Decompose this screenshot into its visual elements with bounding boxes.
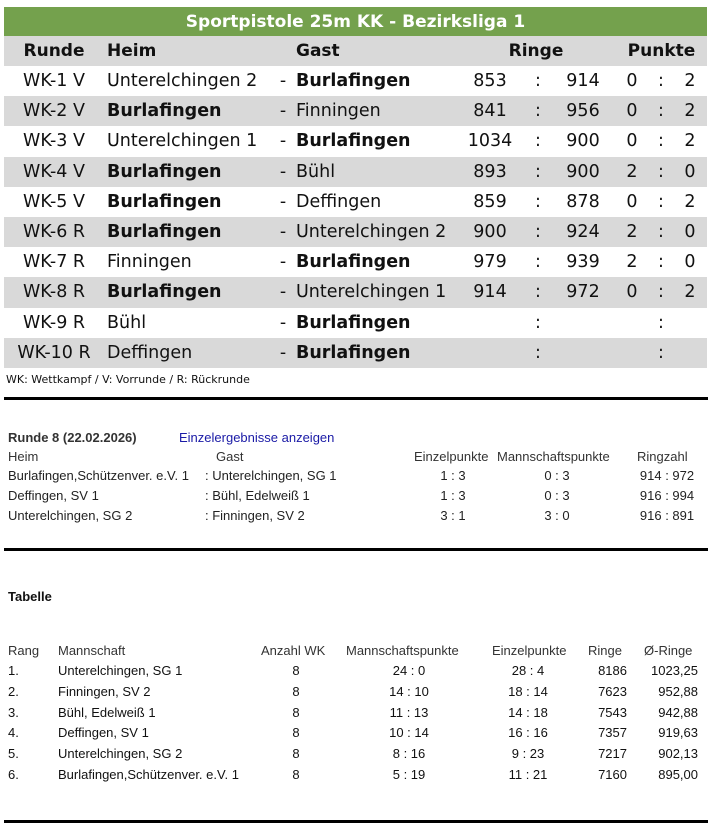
heim-cell: Burlafingen [107, 161, 222, 182]
punkte-heim-cell: 0 [626, 71, 638, 92]
heim-cell: Finningen [107, 252, 192, 273]
punkte-colon: : [658, 131, 664, 152]
dash-separator: - [279, 191, 287, 212]
tab-mannschaftspunkte-cell: 5 : 19 [392, 767, 426, 782]
r8-gast-cell: : Bühl, Edelweiß 1 [205, 488, 310, 503]
runde-cell: WK-1 V [23, 71, 85, 92]
divider [4, 548, 708, 551]
header-runde: Runde [23, 41, 85, 61]
schedule-row [4, 187, 707, 217]
tab-oringe-cell: 902,13 [658, 746, 698, 762]
ringe-heim-cell: 900 [473, 222, 507, 243]
tab-rang-cell: 4. [8, 725, 19, 741]
runde-cell: WK-8 R [22, 282, 86, 303]
ringe-gast-cell: 914 [566, 71, 600, 92]
tab-rang-cell: 5. [8, 746, 19, 762]
ringe-colon: : [535, 252, 541, 273]
ringe-colon: : [535, 342, 541, 363]
tab-rang-cell: 3. [8, 704, 19, 720]
ringe-heim-cell: 914 [473, 282, 507, 303]
divider [4, 397, 708, 400]
r8-header-ringzahl: Ringzahl [637, 449, 688, 464]
gast-cell: Burlafingen [296, 131, 411, 152]
heim-cell: Burlafingen [107, 282, 222, 303]
tab-header-mannschaft: Mannschaft [58, 643, 126, 658]
heim-cell: Deffingen [107, 342, 193, 363]
tab-mannschaft-cell: Unterelchingen, SG 2 [58, 746, 183, 762]
punkte-heim-cell: 2 [626, 161, 638, 182]
dash-separator: - [279, 222, 287, 243]
runde-cell: WK-4 V [23, 161, 85, 182]
ringe-colon: : [535, 191, 541, 212]
ringe-colon: : [535, 131, 541, 152]
gast-cell: Unterelchingen 2 [296, 222, 447, 243]
tab-anzahl-cell: 8 [292, 704, 300, 720]
punkte-gast-cell: 2 [684, 282, 696, 303]
schedule-legend: WK: Wettkampf / V: Vorrunde / R: Rückrunde [6, 373, 250, 386]
tab-oringe-cell: 895,00 [658, 767, 698, 782]
punkte-colon: : [658, 71, 664, 92]
tab-header-ringe: Ringe [588, 643, 622, 658]
ringe-gast-cell: 939 [566, 252, 600, 273]
tab-oringe-cell: 942,88 [658, 704, 698, 720]
tab-mannschaftspunkte-cell: 14 : 10 [389, 683, 429, 699]
punkte-colon: : [658, 342, 664, 363]
ringe-heim-cell: 859 [473, 191, 507, 212]
punkte-colon: : [658, 252, 664, 273]
tab-anzahl-cell: 8 [292, 725, 300, 741]
ringe-gast-cell [552, 308, 614, 338]
runde-cell: WK-7 R [22, 252, 86, 273]
tab-einzelpunkte-cell: 9 : 23 [511, 746, 545, 762]
schedule-row [4, 277, 707, 307]
punkte-gast-cell: 2 [684, 131, 696, 152]
punkte-heim-cell: 0 [626, 191, 638, 212]
r8-heim-cell: Unterelchingen, SG 2 [8, 508, 133, 523]
punkte-colon: : [658, 161, 664, 182]
punkte-heim-cell [624, 308, 640, 338]
ringe-gast-cell: 956 [566, 101, 600, 122]
tab-header-anzahl: Anzahl WK [261, 643, 326, 658]
ringe-gast-cell: 972 [566, 282, 600, 303]
punkte-colon: : [658, 101, 664, 122]
gast-cell: Unterelchingen 1 [296, 282, 447, 303]
punkte-gast-cell: 2 [684, 191, 696, 212]
r8-heim-cell: Burlafingen,Schützenver. e.V. 1 [8, 468, 189, 483]
tab-oringe-cell: 919,63 [658, 725, 698, 741]
ringe-gast-cell [552, 338, 614, 368]
r8-mannschaftspunkte-cell: 0 : 3 [544, 468, 570, 483]
r8-header-heim: Heim [8, 449, 39, 464]
einzelergebnisse-link[interactable]: Einzelergebnisse anzeigen [179, 430, 335, 445]
ringe-heim-cell: 1034 [467, 131, 513, 152]
tab-anzahl-cell: 8 [292, 767, 300, 782]
schedule-row [4, 308, 707, 338]
ringe-colon: : [535, 101, 541, 122]
schedule-table [4, 7, 707, 368]
ringe-heim-cell: 853 [473, 71, 507, 92]
tab-header-rang: Rang [8, 643, 40, 658]
r8-header-einzelpunkte: Einzelpunkte [414, 449, 489, 464]
tab-oringe-cell: 1023,25 [651, 663, 698, 678]
r8-gast-cell: : Unterelchingen, SG 1 [205, 468, 337, 483]
tab-header-oringe: Ø-Ringe [644, 643, 693, 658]
ringe-colon: : [535, 71, 541, 92]
ringe-heim-cell: 979 [473, 252, 507, 273]
schedule-row [4, 247, 707, 277]
runde-cell: WK-3 V [23, 131, 85, 152]
tab-ringe-cell: 7160 [598, 767, 627, 782]
header-heim: Heim [107, 41, 157, 61]
r8-header-gast: Gast [216, 449, 244, 464]
punkte-gast-cell: 2 [684, 101, 696, 122]
ringe-heim-cell: 841 [473, 101, 507, 122]
schedule-row [4, 338, 707, 368]
tab-anzahl-cell: 8 [292, 683, 300, 699]
runde-cell: WK-10 R [17, 342, 91, 363]
punkte-heim-cell: 0 [626, 131, 638, 152]
gast-cell: Burlafingen [296, 252, 411, 273]
schedule-row [4, 96, 707, 126]
gast-cell: Bühl [296, 161, 336, 182]
ringe-colon: : [535, 222, 541, 243]
tab-mannschaft-cell: Finningen, SV 2 [58, 683, 151, 699]
tab-oringe-cell: 952,88 [658, 683, 698, 699]
heim-cell: Burlafingen [107, 222, 222, 243]
punkte-gast-cell: 2 [684, 71, 696, 92]
ringe-heim-cell [459, 308, 521, 338]
tab-mannschaftspunkte-cell: 10 : 14 [389, 725, 429, 741]
schedule-title: Sportpistole 25m KK - Bezirksliga 1 [4, 7, 707, 36]
r8-mannschaftspunkte-cell: 3 : 0 [544, 508, 570, 523]
r8-mannschaftspunkte-cell: 0 : 3 [544, 488, 570, 503]
tab-mannschaft-cell: Bühl, Edelweiß 1 [58, 704, 156, 720]
ringe-heim-cell: 893 [473, 161, 507, 182]
punkte-gast-cell: 0 [684, 222, 696, 243]
r8-einzelpunkte-cell: 1 : 3 [440, 488, 466, 503]
punkte-gast-cell [682, 338, 698, 368]
tab-header-mannschaftspunkte: Mannschaftspunkte [346, 643, 459, 658]
schedule-header-row [4, 36, 707, 66]
dash-separator: - [279, 282, 287, 303]
tab-mannschaftspunkte-cell: 11 : 13 [389, 704, 429, 720]
dash-separator: - [279, 71, 287, 92]
tab-einzelpunkte-cell: 11 : 21 [508, 767, 548, 782]
tab-rang-cell: 1. [8, 663, 19, 678]
tab-anzahl-cell: 8 [292, 663, 300, 678]
punkte-heim-cell: 0 [626, 282, 638, 303]
gast-cell: Deffingen [296, 191, 382, 212]
tab-einzelpunkte-cell: 16 : 16 [508, 725, 548, 741]
dash-separator: - [279, 131, 287, 152]
punkte-colon: : [658, 191, 664, 212]
ringe-heim-cell [459, 338, 521, 368]
runde-cell: WK-2 V [23, 101, 85, 122]
heim-cell: Burlafingen [107, 191, 222, 212]
header-gast: Gast [296, 41, 340, 61]
round-title: Runde 8 (22.02.2026) [8, 430, 137, 445]
dash-separator: - [279, 252, 287, 273]
heim-cell: Bühl [107, 312, 147, 333]
punkte-gast-cell [682, 308, 698, 338]
tab-einzelpunkte-cell: 18 : 14 [508, 683, 548, 699]
tab-mannschaft-cell: Burlafingen,Schützenver. e.V. 1 [58, 767, 239, 782]
tab-ringe-cell: 7623 [598, 683, 627, 699]
r8-header-mannschaftspunkte: Mannschaftspunkte [497, 449, 610, 464]
punkte-colon: : [658, 222, 664, 243]
header-punkte: Punkte [627, 41, 696, 61]
runde-cell: WK-5 V [23, 191, 85, 212]
punkte-heim-cell: 0 [626, 101, 638, 122]
ringe-colon: : [535, 282, 541, 303]
tab-einzelpunkte-cell: 14 : 18 [508, 704, 548, 720]
punkte-colon: : [658, 312, 664, 333]
heim-cell: Unterelchingen 2 [107, 71, 258, 92]
tab-mannschaftspunkte-cell: 24 : 0 [392, 663, 426, 678]
punkte-heim-cell: 2 [626, 252, 638, 273]
tab-ringe-cell: 7543 [598, 704, 627, 720]
tab-mannschaft-cell: Unterelchingen, SG 1 [58, 663, 183, 678]
divider [4, 820, 708, 823]
runde-cell: WK-6 R [22, 222, 86, 243]
dash-separator: - [279, 161, 287, 182]
ringe-gast-cell: 900 [566, 161, 600, 182]
ringe-colon: : [535, 161, 541, 182]
tab-rang-cell: 2. [8, 683, 19, 699]
gast-cell: Burlafingen [296, 71, 411, 92]
tab-ringe-cell: 7357 [598, 725, 627, 741]
tab-header-einzelpunkte: Einzelpunkte [492, 643, 567, 658]
dash-separator: - [279, 312, 287, 333]
schedule-row [4, 66, 707, 96]
ringe-gast-cell: 878 [566, 191, 600, 212]
heim-cell: Unterelchingen 1 [107, 131, 258, 152]
r8-heim-cell: Deffingen, SV 1 [8, 488, 99, 503]
schedule-row [4, 217, 707, 247]
tabelle-title: Tabelle [8, 589, 52, 604]
schedule-row [4, 126, 707, 156]
punkte-heim-cell [624, 338, 640, 368]
punkte-gast-cell: 0 [684, 252, 696, 273]
ringe-gast-cell: 924 [566, 222, 600, 243]
ringe-gast-cell: 900 [566, 131, 600, 152]
header-ringe: Ringe [508, 41, 564, 61]
heim-cell: Burlafingen [107, 101, 222, 122]
r8-ringzahl-cell: 914 : 972 [639, 468, 695, 483]
r8-ringzahl-cell: 916 : 891 [639, 508, 695, 523]
r8-gast-cell: : Finningen, SV 2 [205, 508, 305, 523]
runde-cell: WK-9 R [22, 312, 86, 333]
tab-rang-cell: 6. [8, 767, 19, 782]
punkte-heim-cell: 2 [626, 222, 638, 243]
tab-ringe-cell: 7217 [598, 746, 627, 762]
tab-einzelpunkte-cell: 28 : 4 [511, 663, 545, 678]
schedule-row [4, 157, 707, 187]
tab-ringe-cell: 8186 [598, 663, 627, 678]
punkte-gast-cell: 0 [684, 161, 696, 182]
punkte-colon: : [658, 282, 664, 303]
tab-mannschaft-cell: Deffingen, SV 1 [58, 725, 149, 741]
dash-separator: - [279, 342, 287, 363]
dash-separator: - [279, 101, 287, 122]
r8-ringzahl-cell: 916 : 994 [639, 488, 695, 503]
r8-einzelpunkte-cell: 1 : 3 [440, 468, 466, 483]
ringe-colon: : [535, 312, 541, 333]
gast-cell: Finningen [296, 101, 381, 122]
gast-cell: Burlafingen [296, 312, 411, 333]
tab-mannschaftspunkte-cell: 8 : 16 [392, 746, 426, 762]
gast-cell: Burlafingen [296, 342, 411, 363]
r8-einzelpunkte-cell: 3 : 1 [440, 508, 466, 523]
tab-anzahl-cell: 8 [292, 746, 300, 762]
